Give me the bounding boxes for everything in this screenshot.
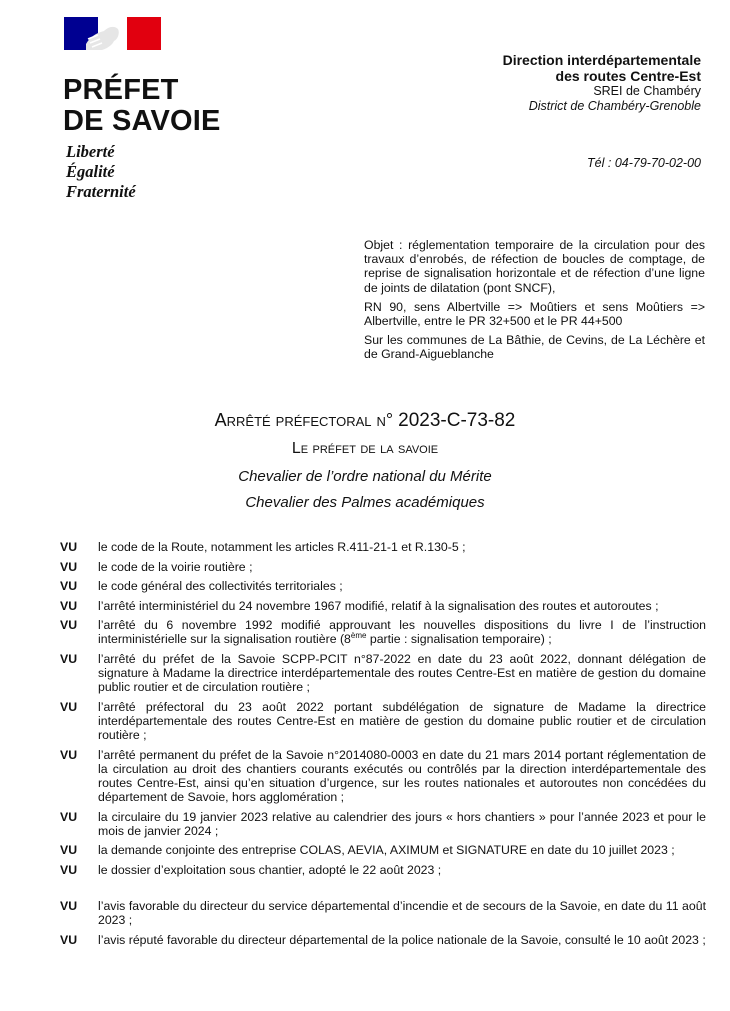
- district-name: District de Chambéry-Grenoble: [528, 99, 701, 113]
- list-item: [60, 560, 706, 574]
- list-item: [60, 540, 706, 554]
- vu-label: VU: [60, 862, 78, 877]
- subject-text: Objet : réglementation temporaire de la circulation pour des travaux d’enrobés, de réfection de boucles de comptage, de reprise de signalisation horizontale et de réfection d’une ligne de joints de dilatation (pont SNCF),: [364, 238, 705, 295]
- arrete-title: [0, 410, 730, 432]
- subject-road: RN 90, sens Albertville => Moûtiers et sens Moûtiers => Albertville, entre le PR 32+500 et le PR 44+500: [364, 299, 705, 329]
- vu-label: VU: [60, 843, 78, 858]
- vu-text: le code de la Route, notamment les articles R.411-21-1 et R.130-5 ;: [98, 540, 466, 554]
- vu-label: VU: [60, 559, 78, 574]
- vu-label: VU: [60, 899, 78, 914]
- prefet-heading: Le préfet de la savoie: [291, 440, 439, 457]
- prefet-line1: PRÉFET: [63, 74, 179, 106]
- chevalier-merite: Chevalier de l’ordre national du Mérite: [238, 468, 492, 485]
- vu-label: VU: [60, 747, 78, 762]
- vu-text: l’avis réputé favorable du directeur départemental de la police nationale de la Savoie, consulté le 10 août 2023 ;: [98, 932, 706, 947]
- vu-label: VU: [60, 618, 78, 632]
- vu-text-sup: ème: [350, 631, 367, 641]
- prefet-title: [63, 75, 221, 137]
- vu-text: l’arrêté préfectoral du 23 août 2022 portant subdélégation de signature de Madame la directrice interdépartementale des routes Centre-Est en matière de gestion du domaine public routier et de circulation routière ;: [98, 699, 706, 743]
- issuing-direction: [503, 52, 701, 114]
- list-item: [60, 618, 706, 646]
- vu-text: le code général des collectivités territoriales ;: [98, 579, 343, 593]
- direction-line2: des routes Centre-Est: [555, 68, 701, 84]
- vu-text: l’arrêté interministériel du 24 novembre 1967 modifié, relatif à la signalisation des routes et autoroutes ;: [98, 598, 659, 613]
- arrete-prefix: Arrêté préfectoral n°: [214, 410, 394, 430]
- republic-motto: [66, 142, 136, 202]
- list-item: [60, 863, 706, 877]
- vu-text: l’arrêté du préfet de la Savoie SCPP-PCIT n°87-2022 en date du 23 août 2022, donnant délégation de signature à Madame la directrice interdépartementale des routes Centre-Est en matière de gestion du domaine public routier et de circulation routière ;: [98, 651, 706, 695]
- vu-label: VU: [60, 932, 78, 947]
- vu-label: VU: [60, 651, 78, 666]
- vu-text: l’arrêté permanent du préfet de la Savoie n°2014080-0003 en date du 21 mars 2014 portant réglementation de la circulation au droit des chantiers courants exécutés ou contrôlés par la direction interdépartementale des routes Centre-Est, ainsi qu’en situation d’urgence, sur les routes nationales et autoroutes non concédées du département de Savoie, hors agglomération ;: [98, 747, 706, 805]
- vu-text-pre: l’arrêté du 6 novembre 1992 modifié approuvant les nouvelles dispositions du livre I de l’instruction interministérielle sur la signalisation routière (8: [98, 618, 706, 647]
- list-item: [60, 652, 706, 695]
- motto-fraternite: Fraternité: [66, 182, 136, 201]
- vu-label: VU: [60, 809, 78, 824]
- chevalier-palmes: Chevalier des Palmes académiques: [245, 494, 485, 511]
- motto-egalite: Égalité: [66, 162, 115, 181]
- list-item: [60, 748, 706, 805]
- vu-text: la demande conjointe des entreprise COLAS, AEVIA, AXIMUM et SIGNATURE en date du 10 juillet 2023 ;: [98, 843, 675, 858]
- vu-label: VU: [60, 540, 78, 554]
- vu-label: VU: [60, 699, 78, 714]
- subject-block: [364, 238, 705, 367]
- list-item: [60, 579, 706, 593]
- list-item: [60, 810, 706, 838]
- subject-communes: Sur les communes de La Bâthie, de Cevins, de La Léchère et de Grand-Aigueblanche: [364, 333, 705, 362]
- vu-text: [98, 618, 706, 646]
- prefet-line2: DE SAVOIE: [63, 105, 221, 137]
- service-name: SREI de Chambéry: [593, 84, 701, 98]
- vu-text-post: partie : signalisation temporaire) ;: [366, 632, 552, 647]
- vu-label: VU: [60, 579, 78, 593]
- marianne-logo: [64, 17, 161, 50]
- arrete-number: 2023-C-73-82: [398, 410, 516, 431]
- list-item: [60, 599, 706, 613]
- vu-label: VU: [60, 598, 78, 613]
- vu-text: le dossier d’exploitation sous chantier, adopté le 22 août 2023 ;: [98, 862, 442, 877]
- direction-line1: Direction interdépartementale: [502, 52, 701, 68]
- list-item: [60, 933, 706, 947]
- vu-text: l’avis favorable du directeur du service départemental d’incendie et de secours de la Savoie, en date du 11 août 2023 ;: [98, 899, 706, 928]
- vu-text: la circulaire du 19 janvier 2023 relative au calendrier des jours « hors chantiers » pour l’année 2023 et pour le mois de janvier 2024 ;: [98, 809, 706, 838]
- considerations-list: [60, 540, 706, 952]
- list-item: [60, 700, 706, 743]
- list-item: [60, 843, 706, 857]
- phone-number: Tél : 04-79-70-02-00: [587, 156, 701, 170]
- motto-liberte: Liberté: [66, 142, 115, 161]
- vu-text: le code de la voirie routière ;: [98, 559, 253, 574]
- list-item: [60, 899, 706, 927]
